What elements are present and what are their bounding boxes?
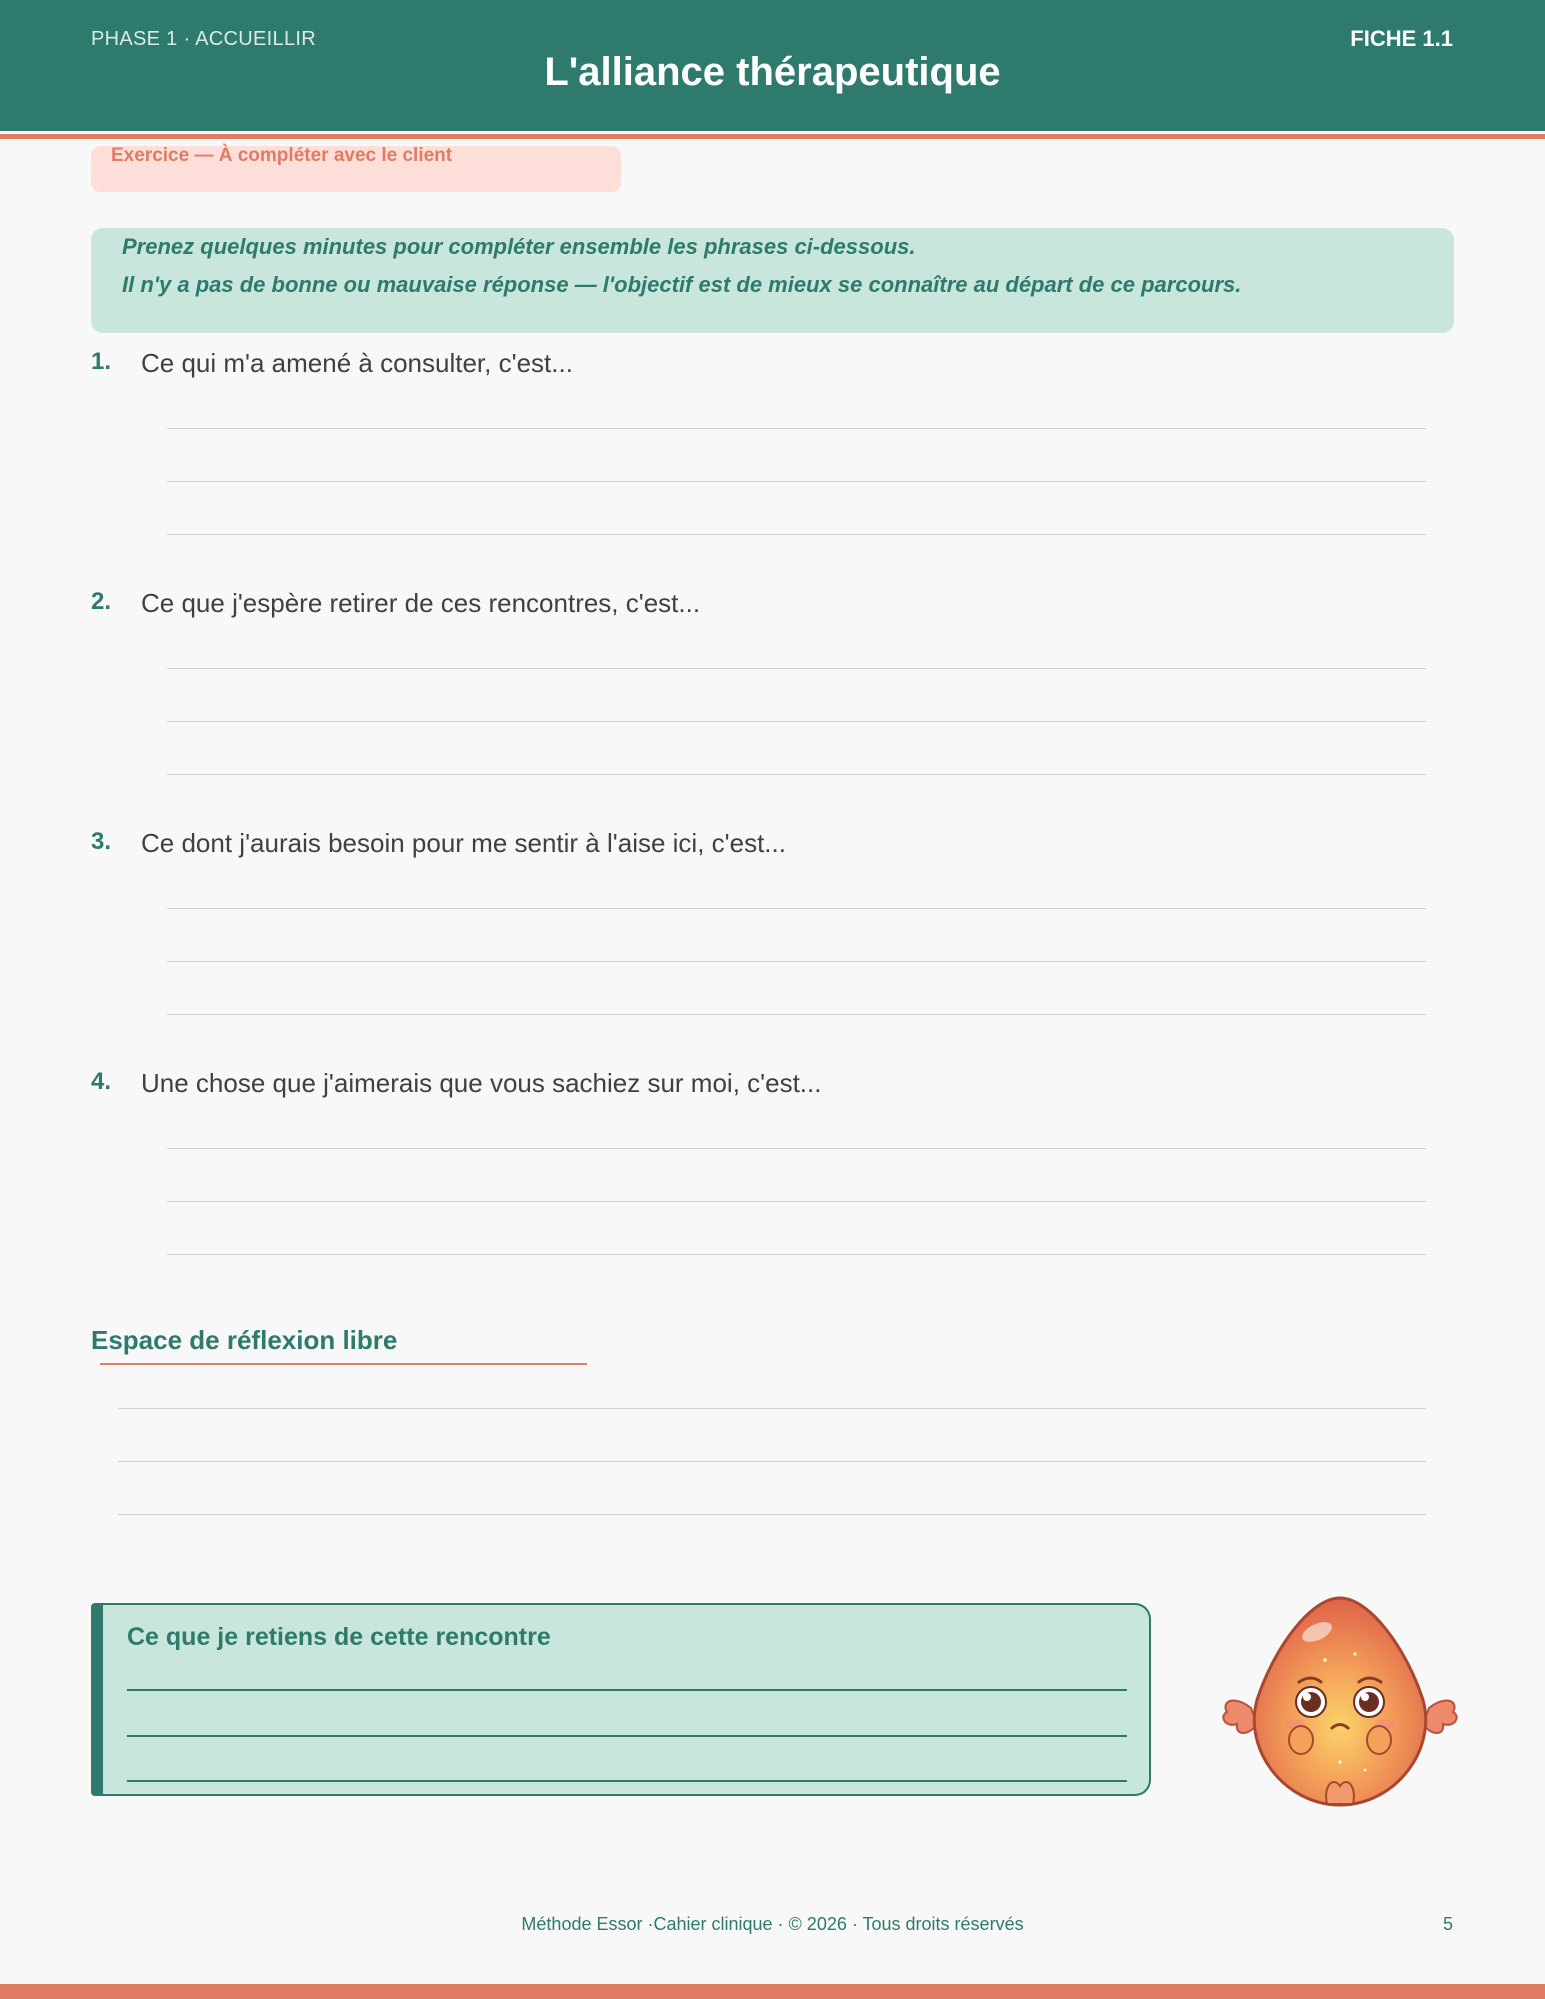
bottom-bar bbox=[0, 1984, 1545, 1999]
header-divider bbox=[0, 134, 1545, 139]
instructions-line-2: Il n'y a pas de bonne ou mauvaise réponse — l'objectif est de mieux se connaître au départ de ce parcours. bbox=[122, 272, 1242, 297]
instructions-box bbox=[91, 228, 1454, 333]
exercise-tag bbox=[91, 146, 621, 192]
question-prompt: Une chose que j'aimerais que vous sachiez sur moi, c'est... bbox=[141, 1068, 822, 1098]
answer-line[interactable] bbox=[167, 668, 1426, 669]
instructions-line-1: Prenez quelques minutes pour compléter ensemble les phrases ci-dessous. bbox=[122, 234, 916, 259]
answer-line[interactable] bbox=[167, 1014, 1426, 1015]
takeaway-line[interactable] bbox=[127, 1735, 1127, 1737]
takeaway-box bbox=[91, 1603, 1151, 1796]
footer-text: Méthode Essor ·Cahier clinique · © 2026 · Tous droits réservés bbox=[521, 1914, 1024, 1934]
exercise-tag-label: Exercice — À compléter avec le client bbox=[111, 145, 453, 166]
takeaway-title: Ce que je retiens de cette rencontre bbox=[127, 1623, 551, 1651]
question-prompt: Ce qui m'a amené à consulter, c'est... bbox=[141, 348, 573, 378]
page-title: L'alliance thérapeutique bbox=[544, 50, 1001, 94]
answer-line[interactable] bbox=[167, 908, 1426, 909]
question-number: 4. bbox=[91, 1068, 112, 1095]
question-number: 1. bbox=[91, 348, 112, 375]
phase-label: PHASE 1 · ACCUEILLIR bbox=[91, 28, 316, 50]
question-prompt: Ce dont j'aurais besoin pour me sentir à l'aise ici, c'est... bbox=[141, 828, 786, 858]
takeaway-line[interactable] bbox=[127, 1780, 1127, 1782]
answer-line[interactable] bbox=[167, 534, 1426, 535]
answer-line[interactable] bbox=[167, 428, 1426, 429]
reflection-line[interactable] bbox=[118, 1408, 1426, 1409]
answer-line[interactable] bbox=[167, 1148, 1426, 1149]
reflection-underline bbox=[100, 1363, 587, 1365]
question-number: 3. bbox=[91, 828, 112, 855]
answer-line[interactable] bbox=[167, 1254, 1426, 1255]
answer-line[interactable] bbox=[167, 1201, 1426, 1202]
takeaway-line[interactable] bbox=[127, 1689, 1127, 1691]
reflection-line[interactable] bbox=[118, 1461, 1426, 1462]
question-number: 2. bbox=[91, 588, 112, 615]
answer-line[interactable] bbox=[167, 961, 1426, 962]
answer-line[interactable] bbox=[167, 721, 1426, 722]
worried-orange-blob-icon bbox=[1215, 1590, 1465, 1815]
answer-line[interactable] bbox=[167, 774, 1426, 775]
reflection-line[interactable] bbox=[118, 1514, 1426, 1515]
reflection-title: Espace de réflexion libre bbox=[91, 1325, 398, 1355]
fiche-number: FICHE 1.1 bbox=[1350, 26, 1453, 51]
question-prompt: Ce que j'espère retirer de ces rencontres, c'est... bbox=[141, 588, 701, 618]
answer-line[interactable] bbox=[167, 481, 1426, 482]
page-number: 5 bbox=[1442, 1914, 1453, 1934]
page-header bbox=[0, 0, 1545, 131]
